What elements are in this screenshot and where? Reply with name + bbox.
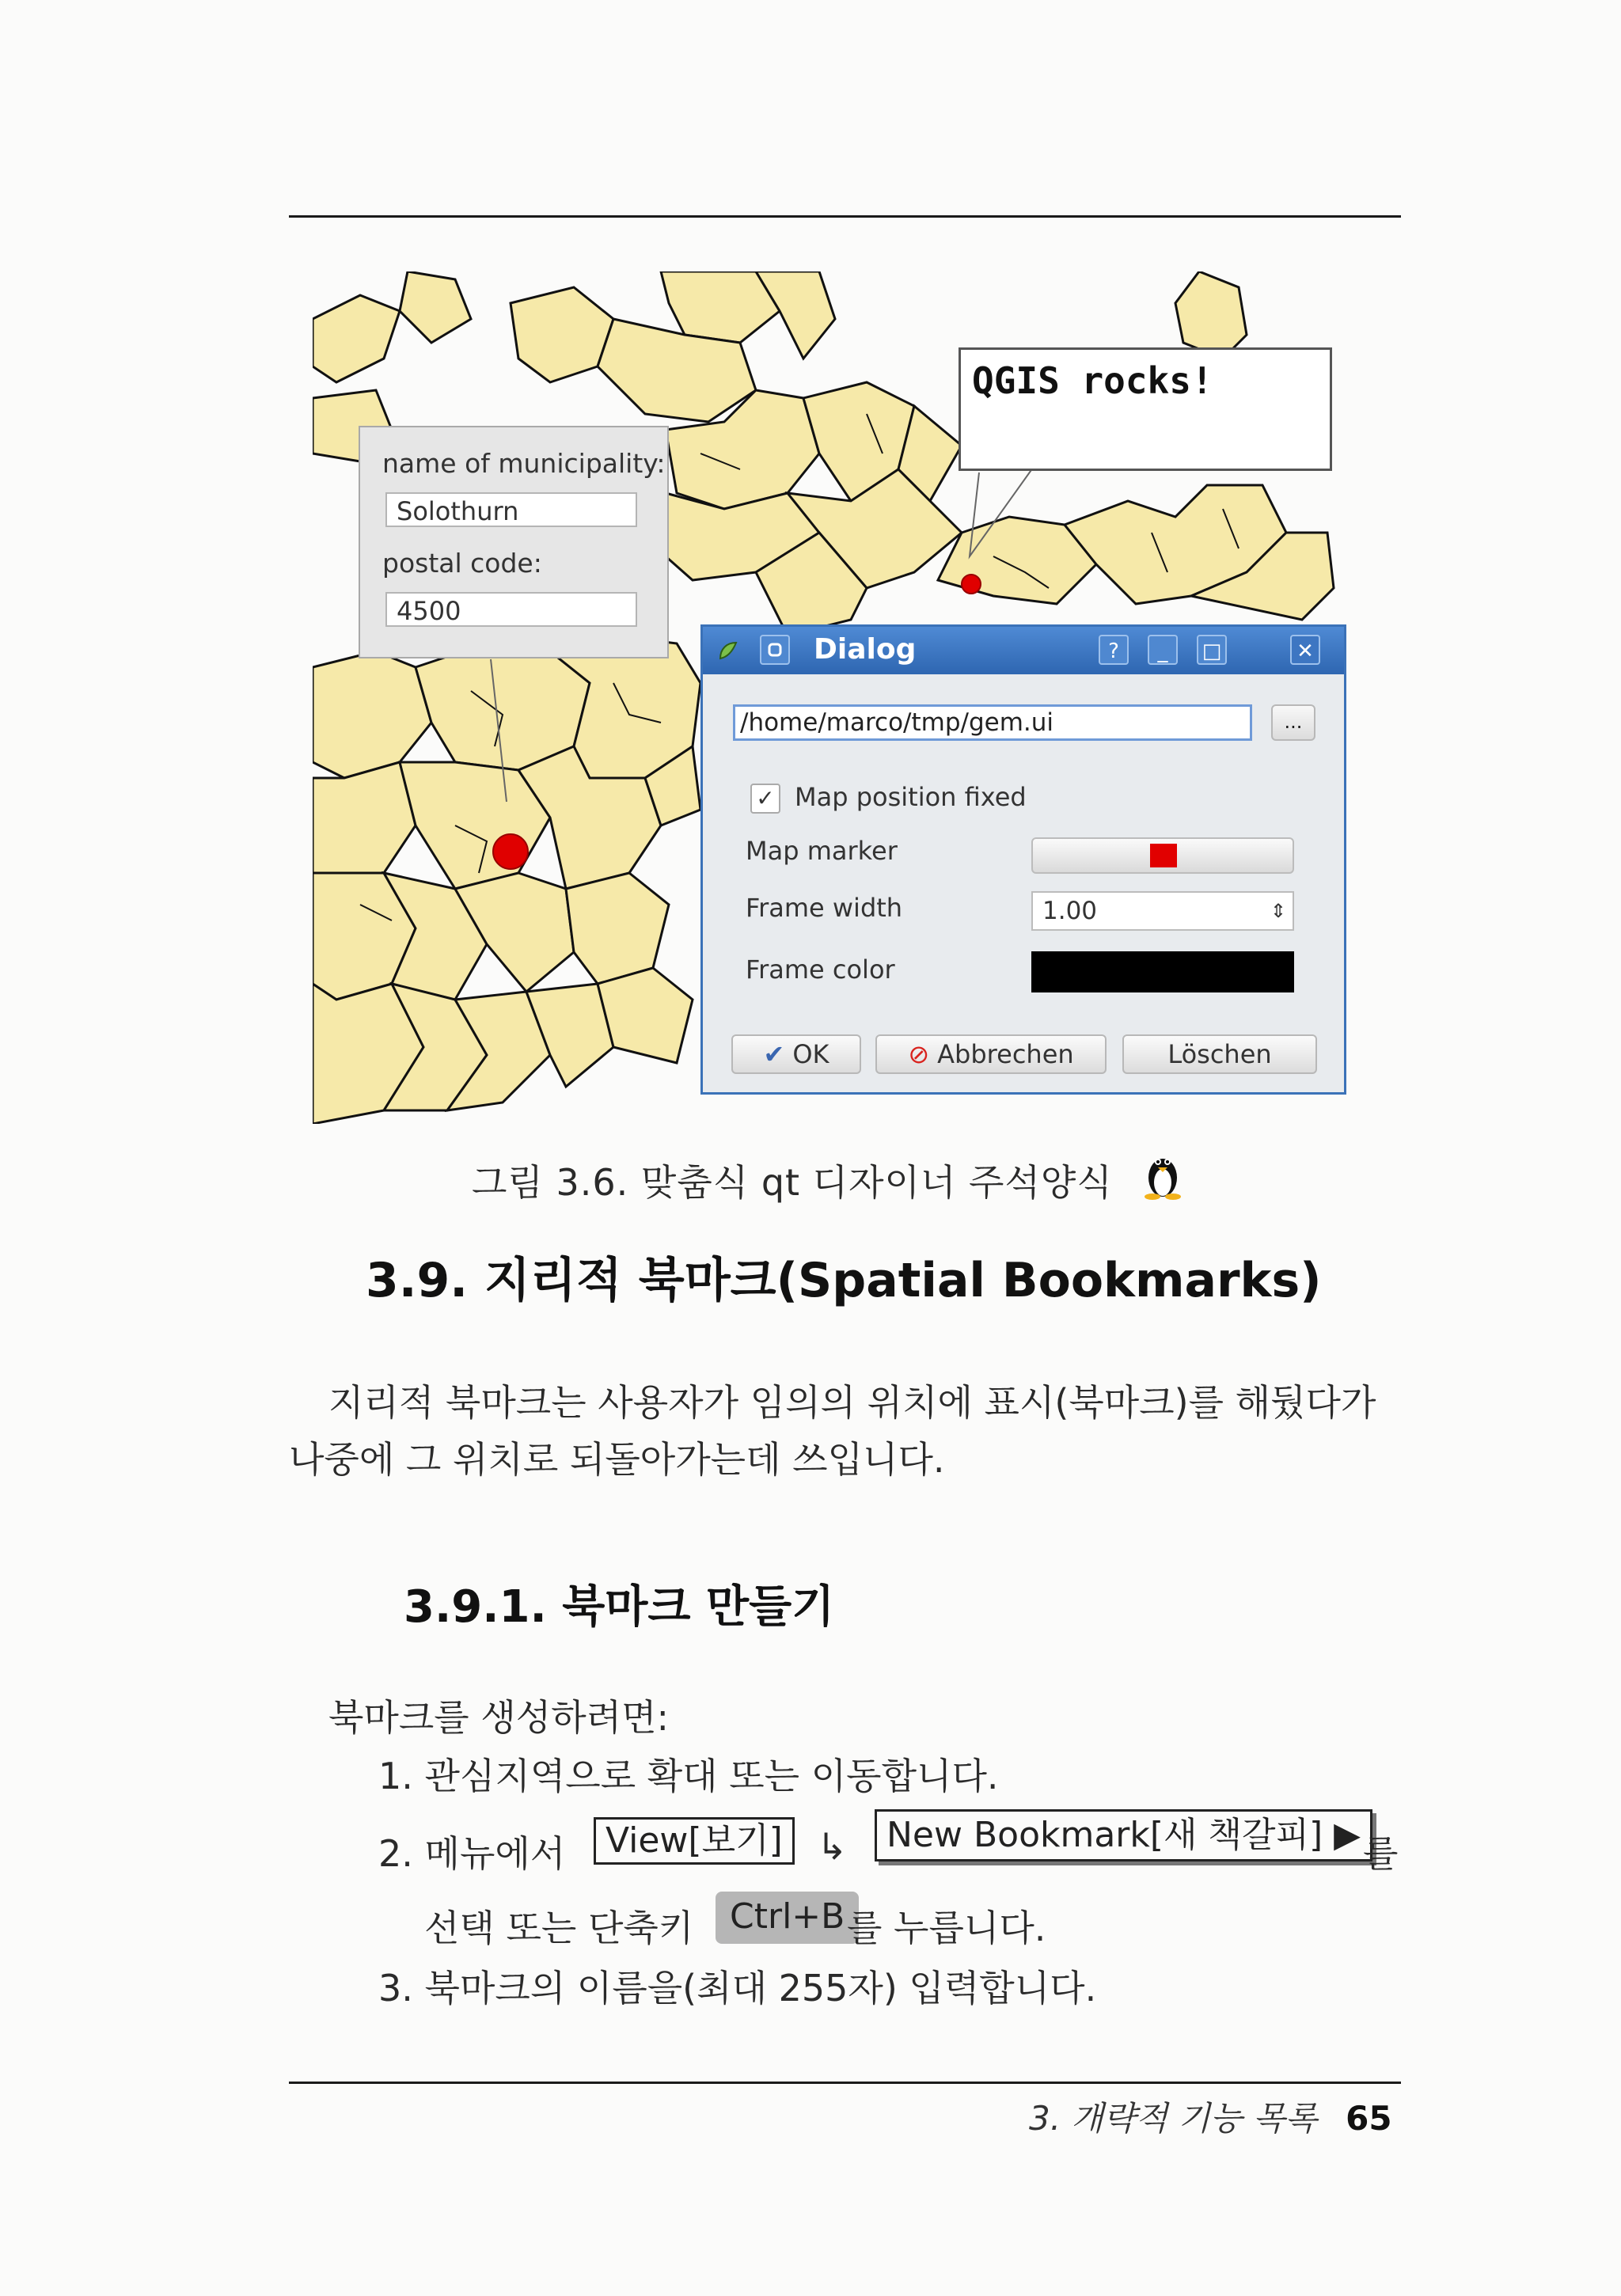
menu-new-bookmark[interactable]: New Bookmark[새 책갈피] ▶ — [875, 1809, 1372, 1861]
menu-view[interactable]: View[보기] — [594, 1817, 795, 1865]
step-2-prefix: 2. 메뉴에서 — [378, 1832, 566, 1875]
qgis-logo-icon — [716, 638, 741, 663]
spin-arrows-icon[interactable]: ⇕ — [1270, 900, 1286, 922]
cancel-icon: ⊘ — [908, 1039, 930, 1069]
ok-button[interactable] — [731, 1034, 861, 1074]
page-number: 65 — [1346, 2099, 1392, 2138]
municipality-label: name of municipality: — [382, 448, 666, 479]
frame-width-value: 1.00 — [1042, 897, 1098, 925]
cancel-button[interactable] — [875, 1034, 1107, 1074]
step-2-continued: 선택 또는 단축키 — [424, 1907, 694, 1949]
frame-color-label: Frame color — [746, 954, 895, 985]
ok-label: OK — [792, 1039, 829, 1069]
frame-width-label: Frame width — [746, 893, 903, 923]
intro-line-2: 나중에 그 위치로 되돌아가는데 쓰입니다. — [289, 1438, 945, 1481]
postal-code-field[interactable]: 4500 — [385, 592, 637, 627]
linux-tux-icon — [1139, 1148, 1186, 1200]
delete-button[interactable]: Löschen — [1122, 1034, 1317, 1074]
figure-caption — [472, 1148, 1186, 1206]
footer-rule — [289, 2082, 1401, 2084]
check-icon: ✔ — [763, 1039, 785, 1069]
figure-screenshot — [313, 271, 1350, 1124]
subsection-heading: 3.9.1. 북마크 만들기 — [404, 1581, 835, 1633]
step-1: 1. 관심지역으로 확대 또는 이동합니다. — [378, 1755, 999, 1797]
dialog-title: Dialog — [814, 633, 917, 666]
frame-width-spinbox[interactable] — [1031, 891, 1294, 931]
help-icon[interactable]: ? — [1099, 635, 1129, 665]
browse-button[interactable]: ... — [1271, 704, 1315, 741]
annotation-dialog — [700, 624, 1346, 1095]
step-2-end: 를 누릅니다. — [847, 1907, 1046, 1949]
steps-lead: 북마크를 생성하려면: — [328, 1696, 670, 1739]
menu-arrow-icon: ↳ — [817, 1825, 848, 1868]
map-marker-label: Map marker — [746, 836, 898, 866]
text-annotation-callout — [959, 347, 1332, 471]
intro-line-1: 지리적 북마크는 사용자가 임의의 위치에 표시(북마크)를 해뒀다가 — [328, 1381, 1376, 1424]
ui-file-path-input[interactable]: /home/marco/tmp/gem.ui — [733, 704, 1252, 741]
maximize-icon[interactable]: □ — [1197, 635, 1227, 665]
close-icon[interactable]: ✕ — [1290, 635, 1320, 665]
frame-color-button[interactable] — [1031, 951, 1294, 992]
map-marker-button[interactable] — [1031, 837, 1294, 874]
map-position-fixed-label: Map position fixed — [795, 782, 1027, 812]
header-rule — [289, 215, 1401, 218]
footer-chapter: 3. 개략적 기능 목록 — [1029, 2099, 1318, 2138]
step-3: 3. 북마크의 이름을(최대 255자) 입력합니다. — [378, 1967, 1097, 2009]
callout-text: QGIS rocks! — [972, 359, 1213, 402]
figure-caption-text: 그림 3.6. 맞춤식 qt 디자이너 주석양식 — [472, 1161, 1113, 1204]
step-2-suffix: 를 — [1363, 1832, 1399, 1875]
cancel-label: Abbrechen — [937, 1039, 1074, 1069]
page-footer — [1029, 2093, 1392, 2140]
shortcut-key: Ctrl+B — [716, 1892, 859, 1944]
section-heading: 3.9. 지리적 북마크(Spatial Bookmarks) — [366, 1253, 1322, 1308]
map-position-fixed-checkbox[interactable]: ✓ — [750, 784, 780, 814]
minimize-icon[interactable]: _ — [1148, 635, 1178, 665]
attribute-form — [359, 426, 669, 658]
marker-color-swatch — [1150, 844, 1177, 867]
postal-code-label: postal code: — [382, 548, 542, 579]
dialog-titlebar[interactable] — [703, 627, 1344, 674]
window-menu-icon[interactable] — [760, 635, 790, 665]
municipality-field[interactable]: Solothurn — [385, 492, 637, 527]
